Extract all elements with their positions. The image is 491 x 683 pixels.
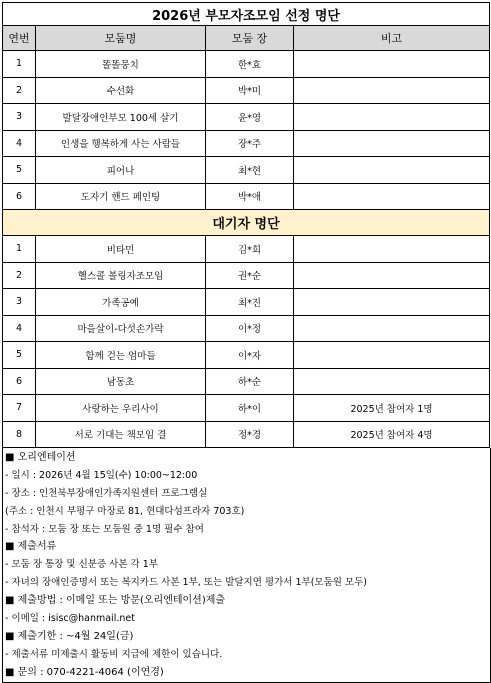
notes-heading: ■ 제출방법 : 이메일 또는 방문(오리엔테이션)제출 — [5, 595, 226, 607]
cell-group-name: 남동초 — [36, 368, 206, 395]
cell-note — [294, 51, 490, 78]
cell-number: 1 — [3, 236, 36, 263]
cell-leader: 하*순 — [206, 368, 294, 395]
cell-group-name: 수선화 — [36, 77, 206, 104]
cell-leader: 이*정 — [206, 315, 294, 342]
roster-table — [2, 2, 490, 448]
cell-leader: 최*진 — [206, 289, 294, 316]
cell-note — [294, 104, 490, 131]
cell-group-name: 헬스콜 볼링자조모임 — [36, 262, 206, 289]
cell-leader: 장*주 — [206, 130, 294, 157]
cell-number: 2 — [3, 77, 36, 104]
cell-group-name: 피어나 — [36, 157, 206, 184]
cell-leader: 하*이 — [206, 395, 294, 422]
cell-note: 2025년 참여자 1명 — [294, 395, 490, 422]
selected-row — [3, 77, 490, 104]
waitlist-row — [3, 368, 490, 395]
notes-line: - 자녀의 장애인증명서 또는 복지카드 사본 1부, 또는 발달지연 평가서 1부(모둠원 모두) — [5, 577, 368, 589]
header-row — [3, 26, 490, 51]
cell-group-name: 가족공예 — [36, 289, 206, 316]
notes-line: (주소 : 인천시 부평구 마장로 81, 현대다섬프라자 703호) — [5, 505, 245, 517]
cell-leader: 권*순 — [206, 262, 294, 289]
notes-section — [2, 448, 491, 683]
cell-number: 5 — [3, 342, 36, 369]
roster-table-body — [3, 3, 490, 448]
notes-line: - 장소 : 인천북부장애인가족지원센터 프로그램실 — [5, 487, 208, 499]
cell-note — [294, 183, 490, 210]
cell-leader: 정*경 — [206, 421, 294, 448]
notes-line: - 제출서류 미제출시 활동비 지급에 제한이 있습니다. — [5, 648, 223, 660]
column-header-leader: 모둠 장 — [206, 26, 294, 51]
cell-leader: 윤*영 — [206, 104, 294, 131]
cell-note — [294, 368, 490, 395]
cell-number: 6 — [3, 368, 36, 395]
waitlist-row — [3, 262, 490, 289]
cell-note: 2025년 참여자 4명 — [294, 421, 490, 448]
cell-leader: 박*미 — [206, 77, 294, 104]
waitlist-row — [3, 421, 490, 448]
waitlist-row — [3, 289, 490, 316]
cell-number: 8 — [3, 421, 36, 448]
waitlist-row — [3, 342, 490, 369]
cell-number: 1 — [3, 51, 36, 78]
column-header-group-name: 모둠명 — [36, 26, 206, 51]
cell-note — [294, 342, 490, 369]
notes-line: - 이메일 : isisc@hanmail.net — [5, 613, 135, 625]
notes-heading: ■ 문의 : 070-4221-4064 (이연경) — [5, 666, 164, 678]
column-header-number: 연번 — [3, 26, 36, 51]
cell-note — [294, 236, 490, 263]
selected-row — [3, 183, 490, 210]
notes-heading: ■ 제출기한 : ~4월 24일(금) — [5, 630, 134, 642]
selected-row — [3, 104, 490, 131]
cell-number: 2 — [3, 262, 36, 289]
waitlist-title-row — [3, 210, 490, 236]
cell-number: 4 — [3, 315, 36, 342]
notes-heading: ■ 제출서류 — [5, 541, 57, 553]
cell-number: 3 — [3, 289, 36, 316]
cell-number: 4 — [3, 130, 36, 157]
cell-group-name: 발달장애인부모 100세 살기 — [36, 104, 206, 131]
cell-group-name: 똘똘뭉치 — [36, 51, 206, 78]
cell-note — [294, 157, 490, 184]
selected-row — [3, 51, 490, 78]
notes-line: - 일시 : 2026년 4월 15일(수) 10:00~12:00 — [5, 469, 198, 481]
document-sheet — [2, 2, 489, 683]
waitlist-row — [3, 236, 490, 263]
cell-group-name: 인생을 행복하게 사는 사람들 — [36, 130, 206, 157]
waitlist-row — [3, 395, 490, 422]
notes-line: - 참석자 : 모둠 장 또는 모둠원 중 1명 필수 참여 — [5, 523, 204, 535]
cell-number: 7 — [3, 395, 36, 422]
cell-note — [294, 77, 490, 104]
cell-leader: 최*현 — [206, 157, 294, 184]
cell-leader: 김*희 — [206, 236, 294, 263]
cell-note — [294, 315, 490, 342]
cell-number: 5 — [3, 157, 36, 184]
cell-group-name: 마을살이-다섯손가락 — [36, 315, 206, 342]
cell-group-name: 비타민 — [36, 236, 206, 263]
selected-row — [3, 157, 490, 184]
page-title: 2026년 부모자조모임 선정 명단 — [3, 3, 490, 26]
cell-group-name: 함께 걷는 엄마들 — [36, 342, 206, 369]
notes-heading: ■ 오리엔테이션 — [5, 452, 76, 463]
cell-group-name: 사랑하는 우리사이 — [36, 395, 206, 422]
cell-note — [294, 130, 490, 157]
selected-row — [3, 130, 490, 157]
cell-leader: 한*효 — [206, 51, 294, 78]
cell-group-name: 도자기 핸드 페인팅 — [36, 183, 206, 210]
notes-line: - 모둠 장 통장 및 신분증 사본 각 1부 — [5, 559, 158, 571]
cell-leader: 박*애 — [206, 183, 294, 210]
cell-note — [294, 262, 490, 289]
waitlist-title: 대기자 명단 — [3, 210, 490, 236]
waitlist-row — [3, 315, 490, 342]
cell-group-name: 서로 기대는 책모임 결 — [36, 421, 206, 448]
cell-number: 6 — [3, 183, 36, 210]
cell-number: 3 — [3, 104, 36, 131]
cell-note — [294, 289, 490, 316]
cell-leader: 이*자 — [206, 342, 294, 369]
title-row — [3, 3, 490, 26]
column-header-note: 비고 — [294, 26, 490, 51]
